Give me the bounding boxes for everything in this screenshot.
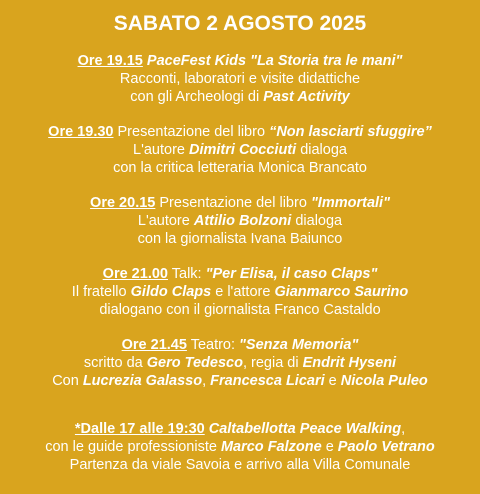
event-credits-text: scritto da: [83, 355, 147, 371]
event-moderator: con la giornalista Ivana Baiunco: [137, 231, 343, 247]
event-heading: [0, 123, 480, 141]
event-item: [0, 336, 480, 390]
event-title: "Senza Memoria": [239, 337, 359, 353]
event-title: PaceFest Kids "La Storia tra le mani": [146, 53, 403, 69]
walking-heading-text: ,: [401, 421, 406, 437]
cast-name: Lucrezia Galasso: [82, 373, 203, 389]
walking-heading: [0, 420, 480, 438]
event-time: Ore 19.30: [48, 124, 114, 140]
event-guests: [0, 283, 480, 301]
event-heading: [0, 194, 480, 212]
event-guests-text: Il fratello: [71, 284, 131, 300]
event-item: [0, 194, 480, 248]
event-credits: [0, 354, 480, 372]
event-type: Presentazione del libro: [155, 195, 311, 211]
walking-guides: [0, 438, 480, 456]
guide-name: Paolo Vetrano: [337, 439, 435, 455]
event-description: Racconti, laboratori e visite didattiche: [119, 71, 361, 87]
event-title: “Non lasciarti sfuggire”: [269, 124, 432, 140]
guest-name: Attilio Bolzoni: [193, 213, 292, 229]
director-name: Endrit Hyseni: [302, 355, 397, 371]
event-time: Ore 19.15: [77, 53, 143, 69]
event-item: [0, 52, 480, 106]
event-heading: [0, 52, 480, 70]
event-type: Teatro:: [186, 337, 240, 353]
event-heading: [0, 265, 480, 283]
event-guests: [0, 212, 480, 230]
event-cast-text: ,: [202, 373, 211, 389]
walking-title: Caltabellotta Peace Walking: [204, 421, 402, 437]
walking-route: Partenza da viale Savoia e arrivo alla Villa Comunale: [69, 457, 411, 473]
event-guests-text: dialoga: [291, 213, 343, 229]
event-cast: [0, 372, 480, 390]
event-title: "Per Elisa, il caso Claps": [205, 266, 378, 282]
event-cast-text: Con: [52, 373, 83, 389]
event-cast-text: e: [324, 373, 341, 389]
event-type: Presentazione del libro: [113, 124, 270, 140]
event-time: Ore 20.15: [90, 195, 156, 211]
event-time: Ore 21.45: [121, 337, 187, 353]
guide-name: Marco Falzone: [220, 439, 322, 455]
guest-name: Gianmarco Saurino: [274, 284, 409, 300]
event-guests-text: con gli Archeologi di: [130, 89, 264, 105]
guest-name: Past Activity: [263, 89, 350, 105]
guest-name: Dimitri Cocciuti: [189, 142, 297, 158]
cast-name: Nicola Puleo: [340, 373, 428, 389]
event-title: "Immortali": [310, 195, 390, 211]
walking-guides-text: con le guide professioniste: [45, 439, 221, 455]
page-title: SABATO 2 AGOSTO 2025: [113, 12, 367, 35]
walking-time: *Dalle 17 alle 19:30: [74, 421, 205, 437]
event-guests-text: dialoga: [296, 142, 347, 158]
event-moderator: con la critica letteraria Monica Brancato: [113, 160, 367, 176]
event-guests-text: L'autore: [133, 142, 190, 158]
event-guests-text: e l'attore: [211, 284, 275, 300]
event-time: Ore 21.00: [102, 266, 168, 282]
walking-guides-text: e: [321, 439, 338, 455]
cast-name: Francesca Licari: [210, 373, 325, 389]
event-type: Talk:: [167, 266, 206, 282]
walking-item: [0, 420, 480, 474]
event-guests-text: L'autore: [137, 213, 194, 229]
event-item: [0, 123, 480, 177]
event-moderator: dialogano con il giornalista Franco Castaldo: [99, 302, 381, 318]
event-credits-text: , regia di: [242, 355, 303, 371]
event-heading: [0, 336, 480, 354]
event-guests: [0, 88, 480, 106]
event-item: [0, 265, 480, 319]
guest-name: Gildo Claps: [130, 284, 212, 300]
event-guests: [0, 141, 480, 159]
author-name: Gero Tedesco: [146, 355, 243, 371]
